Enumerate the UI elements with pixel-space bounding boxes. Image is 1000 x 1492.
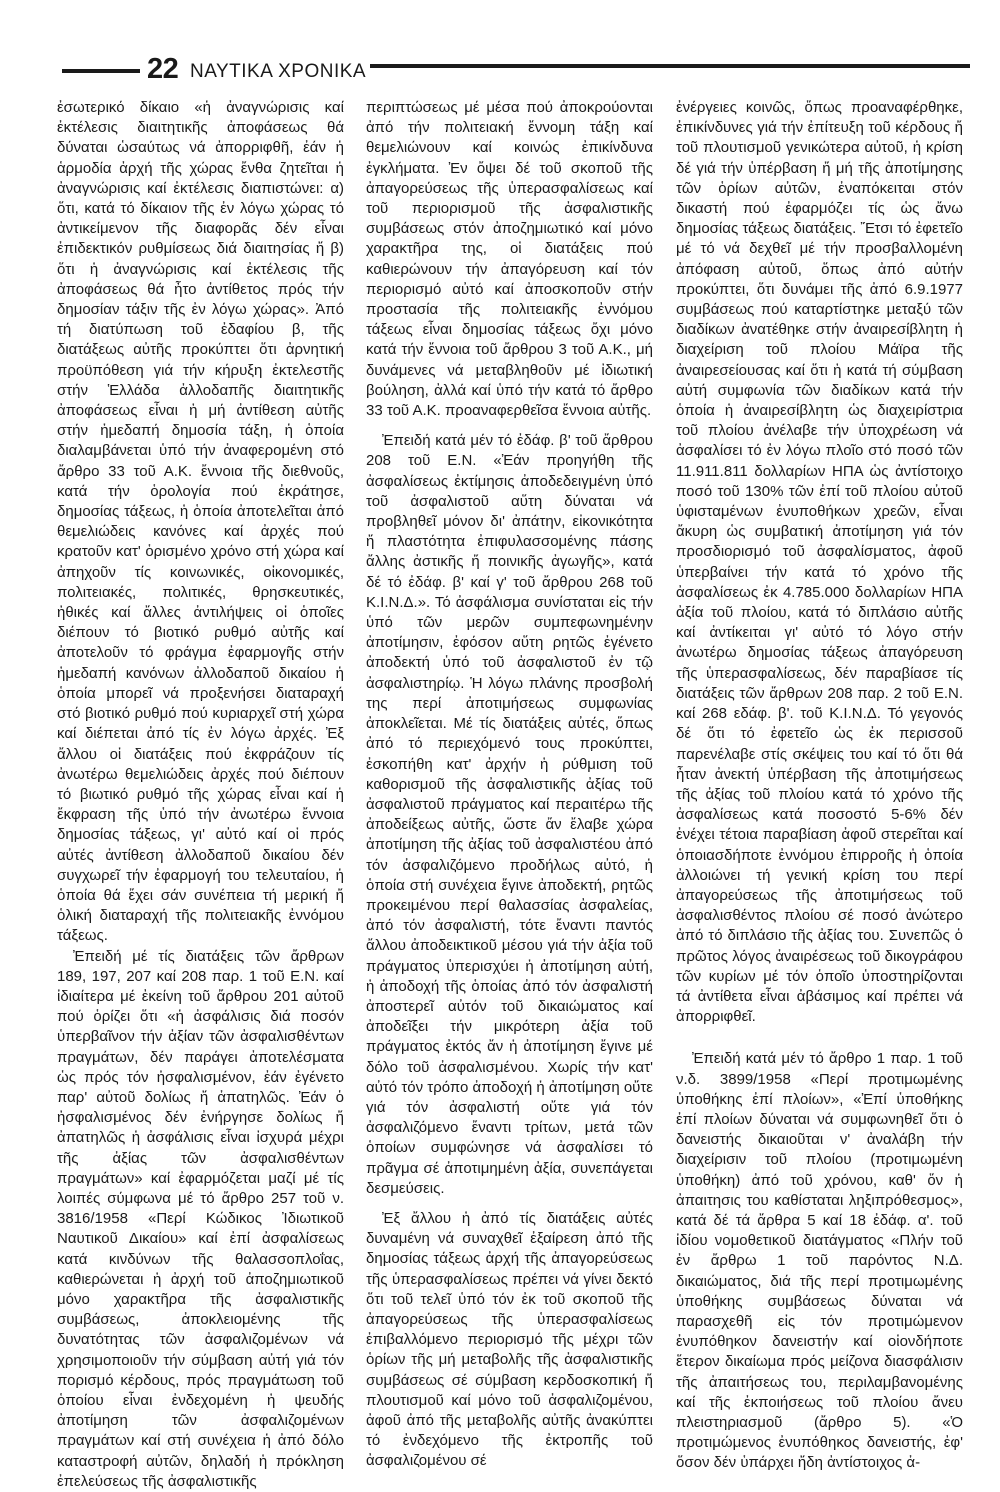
paragraph: Ἐπειδή κατά μέν τό ἐδάφ. β' τοῦ ἄρθρου 208 τοῦ Ε.Ν. «Ἐάν προηγήθη τῆς ἀσφαλίσεως ἐκτίμησις ἀποδεδειγμένη ὑπό τοῦ ἀσφαλιστοῦ αὕτη δύναται νά προβληθεῖ μόνον δι' ἀπάτην, εἰκονικότητα ἤ πλαστότητα ἐπιφυλασσομένης πάσης ἄλλης ἀστικῆς ἤ ποινικῆς ἀγωγῆς», κατά δέ τό ἐδάφ. β' καί γ' τοῦ ἄρθρου 268 τοῦ Κ.Ι.Ν.Δ.». Τό ἀσφάλισμα συνίσταται εἰς τήν ὑπό τῶν μερῶν συμπεφωνημένην ἀποτίμησιν, ἐφόσον αὕτη ρητῶς ἐγένετο ἀποδεκτή ὑπό τοῦ ἀσφαλιστοῦ ἐν τῷ ἀσφαλιστηρίῳ. Ἡ λόγω πλάνης προσβολή της περί ἀποτιμήσεως συμφωνίας ἀποκλεῖεται. Μέ τίς διατάξεις αὐτές, ὅπως ἀπό τό περιεχόμενό τους προκύπτει, ἐσκοπήθη κατ' ἀρχήν ἡ ρύθμιση τοῦ καθορισμοῦ τῆς ἀσφαλιστικῆς ἀξίας τοῦ ἀσφαλιστοῦ πράγματος καί περαιτέρω τῆς ἀποδείξεως αὐτῆς, ὥστε ἄν ἔλαβε χώρα ἀποτίμηση τῆς ἀξίας τοῦ ἀσφαλιστέου ἀπό τόν ἀσφαλιζόμενο προδήλως αὐτό, ἡ ὁποία στή συνέχεια ἔγινε ἀποδεκτή, ρητῶς προκειμένου περί θαλασσίας ἀσφαλείας, ἀπό τόν ἀσφαλιστή, τότε ἔναντι παντός ἄλλου ἀποδεικτικοῦ μέσου γιά τήν ἀξία τοῦ πράγματος ὑπερισχύει ἡ ἀποτίμηση αὐτή, ἡ ἀποδοχή τῆς ὁποίας ἀπό τόν ἀσφαλιστή ἀποστερεῖ αὐτόν τοῦ δικαιώματος καί ἀποδεῖξει τήν μικρότερη ἀξία τοῦ πράγματος ἐκτός ἄν ἡ ἀποτίμηση ἔγινε μέ δόλο τοῦ ἀσφαλισμένου. Χωρίς τήν κατ' αὐτό τόν τρόπο ἀποδοχή ἡ ἀποτίμηση οὔτε γιά τόν ἀσφαλιστή οὔτε γιά τόν ἀσφαλιζόμενο ἔναντι τρίτων, μετά τῶν ὁποίων συμφώνησε νά ἀσφαλίσει τό πρᾶγμα σέ ἀποτιμημένη ἀξία, συνεπάγεται δεσμεύσεις. <box>366 432 653 1197</box>
page-header <box>50 53 970 86</box>
text-column-3 <box>676 98 963 1474</box>
page-number: 22 <box>147 53 179 85</box>
header-rule-left <box>62 69 140 73</box>
magazine-title: ΝΑΥΤΙΚΑ ΧΡΟΝΙΚΑ <box>190 61 367 82</box>
text-column-2 <box>366 98 653 1472</box>
paragraph: Ἐξ ἄλλου ἡ ἀπό τίς διατάξεις αὐτές δυναμένη νά συναχθεῖ ἐξαίρεση ἀπό τῆς δημοσίας τάξεως ἀρχή τῆς ἀπαγορεύσεως τῆς ὑπερασφαλίσεως πρέπει νά γίνει δεκτό ὅτι τοῦ τελεῖ ὑπό τόν ἐκ τοῦ σκοποῦ τῆς ἀπαγορεύσεως τῆς ὑπερασφαλίσεως ἐπιβαλλόμενο περιορισμό τῆς μέχρι τῶν ὁρίων τῆς μή μεταβολῆς τῆς ἀσφαλιστικῆς συμβάσεως σέ σύμβαση κερδοσκοπική ἤ πλουτισμοῦ καί μόνο τοῦ ἀσφαλιζομένου, ἀφοῦ ἀπό τῆς μεταβολῆς αὐτῆς ἀνακύπτει τό ἐνδεχόμενο τῆς ἐκτροπῆς τοῦ ἀσφαλιζομένου σέ <box>366 1209 653 1470</box>
paragraph: Ἐπειδή κατά μέν τό ἄρθρο 1 παρ. 1 τοῦ ν.δ. 3899/1958 «Περί προτιμωμένης ὑποθήκης ἐπί πλοίων», «Ἐπί ὑποθήκης ἐπί πλοίων δύναται νά συμφωνηθεῖ ὅτι ὁ δανειστής δικαιοῦται ν' ἀναλάβη τήν διαχείρισιν τοῦ πλοίου (προτιμωμένη ὑποθήκη) ἀπό τοῦ χρόνου, καθ' ὅν ἡ ἀπαιτησις του καθίσταται ληξιπρόθεσμος», κατά δέ τά ἄρθρα 5 καί 18 ἐδάφ. α'. τοῦ ἰδίου νομοθετικοῦ διατάγματος «Πλήν τοῦ ἐν ἄρθρω 1 τοῦ παρόντος Ν.Δ. δικαιώματος, διά τῆς περί προτιμωμένης ὑποθήκης συμβάσεως δύναται νά παρασχεθῆ εἰς τόν προτιμώμενον ἐνυπόθηκον δανειστήν καί οἱονδήποτε ἕτερον δικαίωμα πρός μείζονα διασφάλισιν τῆς ἀπαιτήσεως του, περιλαμβανομένης καί τῆς ἐκποιήσεως τοῦ πλοίου ἄνευ πλειστηριασμοῦ (ἄρθρο 5). «Ὁ προτιμώμενος ἐνυπόθηκος δανειστής, ἐφ' ὅσον δέν ὑπάρχει ἤδη ἀντίστοιχος ἀ- <box>676 1050 963 1472</box>
paragraph: ἐνέργειες κοινῶς, ὅπως προαναφέρθηκε, ἐπικίνδυνες γιά τήν ἐπίτευξη τοῦ κέρδους ἤ τοῦ πλουτισμοῦ γενικώτερα αὐτοῦ, ἡ κρίση δέ γιά τήν ὑπέρβαση ἤ μή τῆς ἀποτίμησης τῶν ὁρίων αὐτῶν, ἐναπόκειται στόν δικαστή πού ἐφαρμόζει τίς ὡς ἄνω δημοσίας τάξεως διατάξεις. Ἔτσι τό ἐφετεῖο μέ τό νά δεχθεῖ μέ τήν προσβαλλομένη ἀπόφαση αὐτοῦ, ὅπως ἀπό αὐτήν προκύπτει, ὅτι δυνάμει τῆς ἀπό 6.9.1977 συμβάσεως πού καταρτίστηκε μεταξύ τῶν διαδίκων ἀνατέθηκε στήν ἀναιρεσίβλητη ἡ διαχείριση τοῦ πλοίου Μάϊρα τῆς ἀναιρεσείουσας καί ὅτι ἡ κατά τή σύμβαση αὐτή συμφωνία τῶν διαδίκων κατά τήν ὁποία ἡ ἀναιρεσίβλητη ὡς διαχειρίστρια τοῦ πλοίου ἀνέλαβε τήν ὑποχρέωση νά ἀσφαλίσει τό ἐν λόγω πλοῖο στό ποσό τῶν 11.911.811 δολλαρίων ΗΠΑ ὡς ἀντίστοιχο ποσό τοῦ 130% τῶν ἐπί τοῦ πλοίου αὐτοῦ ὑφισταμένων ἐνυποθήκων χρεῶν, εἶναι ἄκυρη ὡς συμβατική ἀποτίμηση γιά τόν προσδιορισμό τοῦ ἀσφαλίσματος, ἀφοῦ ὑπερβαίνει τήν κατά τό χρόνο τῆς ἀσφαλίσεως ἐκ 4.785.000 δολλαρίων ΗΠΑ ἀξία τοῦ πλοίου, κατά τό διπλάσιο αὐτῆς καί ἀντίκειται γι' αὐτό τό λόγο στήν ἀνωτέρω δημοσίας τάξεως ἀπαγόρευση τῆς ὑπερασφαλίσεως, δέν παραβίασε τίς διατάξεις τῶν ἄρθρων 208 παρ. 2 τοῦ Ε.Ν. καί 268 εδάφ. β'. τοῦ Κ.Ι.Ν.Δ. Τό γεγονός δέ ὅτι τό ἐφετεῖο ὡς ἐκ περισσοῦ παρενέλαβε στίς σκέψεις του καί τό ὅτι θά ἦταν ἀνεκτή ὑπέρβαση τῆς ἀποτιμήσεως τῆς ἀξίας τοῦ πλοίου κατά τό χρόνο τῆς ἀσφαλίσεως κατά ποσοστό 5-6% δέν ἐνέχει τέτοια παραβίαση ἀφοῦ στερεῖται καί ὁποιασδήποτε ἐννόμου ἐπιρροῆς ἡ ὁποία ἀλλοιώνει τή γενική κρίση του περί ἀπαγορεύσεως τῆς ἀποτιμήσεως τοῦ ἀσφαλισθέντος πλοίου σέ ποσό ἀνώτερο ἀπό τό διπλάσιο τῆς ἀξίας του. Συνεπῶς ὁ πρῶτος λόγος ἀναιρέσεως τοῦ δικογράφου τῶν κυρίων μέ τόν ὁποῖο ὑποστηρίζονται τά ἀντίθετα εἶναι ἀβάσιμος καί πρέπει νά ἀπορριφθεῖ. <box>676 99 963 1026</box>
text-column-1 <box>57 98 344 1492</box>
article-body <box>57 98 963 1490</box>
paragraph: Ἐπειδή μέ τίς διατάξεις τῶν ἄρθρων 189, 197, 207 καί 208 παρ. 1 τοῦ Ε.Ν. καί ἰδιαίτερα μέ ἐκείνη τοῦ ἄρθρου 201 αὐτοῦ πού ὁρίζει ὅτι «ἡ ἀσφάλισις διά ποσόν ὑπερβαῖνον τήν ἀξίαν τῶν ἀσφαλισθέντων πραγμάτων, δέν παράγει ἀποτελέσματα ὡς πρός τόν ἠσφαλισμένον, ἐάν ἐγένετο παρ' αὐτοῦ δολίως ἤ ἀπατηλῶς. Ἐάν ὁ ἠσφαλισμένος δέν ἐνήργησε δολίως ἤ ἀπατηλῶς ἡ ἀσφάλισις εἶναι ἰσχυρά μέχρι τῆς ἀξίας τῶν ἀσφαλισθέντων πραγμάτων» καί ἐφαρμόζεται μαζί μέ τίς λοιπές σύμφωνα μέ τό ἄρθρο 257 τοῦ ν. 3816/1958 «Περί Κώδικος Ἰδιωτικοῦ Ναυτικοῦ Δικαίου» καί ἐπί ἀσφαλίσεως κατά κινδύνων τῆς θαλασσοπλοΐας, καθιερώνεται ἡ ἀρχή τοῦ ἀποζημιωτικοῦ μόνο χαρακτῆρα τῆς ἀσφαλιστικῆς συμβάσεως, ἀποκλειομένης τῆς δυνατότητας τῶν ἀσφαλιζομένων νά χρησιμοποιοῦν τήν σύμβαση αὐτή γιά τόν πορισμό κέρδους, πρός πραγμάτωση τοῦ ὁποίου εἶναι ἐνδεχομένη ἡ ψευδής ἀποτίμηση τῶν ἀσφαλιζομένων πραγμάτων καί στή συνέχεια ἡ ἀπό δόλο καταστροφή αὐτῶν, δηλαδή ἡ πρόκληση ἐπελεύσεως τῆς ἀσφαλιστικῆς <box>57 947 344 1490</box>
paragraph: περιπτώσεως μέ μέσα πού ἀποκρούονται ἀπό τήν πολιτειακή ἔννομη τάξη καί θεμελιώνουν καί κοινώς ἐπικίνδυνα ἐγκλήματα. Ἐν ὄψει δέ τοῦ σκοποῦ τῆς ἀπαγορεύσεως τῆς ὑπερασφαλίσεως καί τοῦ περιορισμοῦ τῆς ἀσφαλιστικῆς συμβάσεως στόν ἀποζημιωτικό καί μόνο χαρακτῆρα της, οἱ διατάξεις πού καθιερώνουν τήν ἀπαγόρευση καί τόν περιορισμό αὐτό καί ἀποσκοποῦν στήν προστασία τῆς πολιτειακῆς ἐννόμου τάξεως εἶναι δημοσίας τάξεως ὄχι μόνο κατά τήν ἔννοια τοῦ ἄρθρου 3 τοῦ Α.Κ., μή δυνάμενες νά μεταβληθοῦν μέ ἰδιωτική βούληση, ἀλλά καί ὑπό τήν κατά τό ἄρθρο 33 τοῦ Α.Κ. προαναφερθεῖσα ἔννοια αὐτῆς. <box>366 99 653 420</box>
paragraph: ἐσωτερικό δίκαιο «ἡ ἀναγνώρισις καί ἐκτέλεσις διαιτητικῆς ἀποφάσεως θά δύναται ὡσαύτως νά ἀπορριφθῆ, ἐάν ἡ ἁρμοδία ἀρχή τῆς χώρας ἔνθα ζητεῖται ἡ ἀναγνώρισις καί ἐκτέλεσις διαπιστώνει: α) ὅτι, κατά τό δίκαιον τῆς ἐν λόγω χώρας τό ἀντικείμενον τῆς διαφορᾶς δέν εἶναι ἐπιδεκτικόν ρυθμίσεως διά διαιτησίας ἤ β) ὅτι ἡ ἀναγνώρισις καί ἐκτέλεσις τῆς ἀποφάσεως θά ἦτο ἀντίθετος πρός τήν δημοσίαν τάξιν τῆς ἐν λόγω χώρας». Ἀπό τή διατύπωση τοῦ ἐδαφίου β, τῆς διατάξεως αὐτῆς προκύπτει ὅτι ἀρνητική προϋπόθεση γιά τήν κήρυξη ἐκτελεστῆς στήν Ἑλλάδα ἀλλοδαπῆς διαιτητικῆς ἀποφάσεως εἶναι ἡ μή ἀντίθεση αὐτῆς στήν ἡμεδαπή δημοσία τάξη, ἡ ὁποία διαλαμβάνεται ὑπό τήν ἀναφερομένη στό ἄρθρο 33 τοῦ Α.Κ. ἔννοια τῆς διεθνοῦς, κατά τήν ὁρολογία πού ἐκράτησε, δημοσίας τάξεως, ἡ ὁποία ἀποτελεῖται ἀπό θεμελιώδεις κανόνες καί ἀρχές πού κρατοῦν κατ' ὁρισμένο χρόνο στή χώρα καί ἀπηχοῦν τίς κοινωνικές, οἰκονομικές, πολιτειακές, πολιτικές, θρησκευτικές, ἠθικές καί ἄλλες ἀντιλήψεις οἱ ὁποῖες διέπουν τό βιοτικό ρυθμό αὐτῆς καί ἀποτελοῦν τό φράγμα ἐφαρμογῆς στήν ἡμεδαπή κανόνων ἀλλοδαποῦ δικαίου ἡ ὁποία μπορεῖ νά προξενήσει διαταραχή στό βιοτικό ρυθμό πού κυριαρχεῖ στή χώρα καί διέπεται ἀπό τίς ἐν λόγω ἀρχές. Ἐξ ἄλλου οἱ διατάξεις πού ἐκφράζουν τίς ἀνωτέρω θεμελιώδεις ἀρχές πού διέπουν τό βιωτικό ρυθμό τῆς χώρας εἶναι καί ἡ ἔκφραση τῆς ὑπό τήν ἀνωτέρω ἔννοια δημοσίας τάξεως, γι' αὐτό καί οἱ πρός αὐτές ἀντίθεση ἀλλοδαποῦ δικαίου δέν συγχωρεῖ τήν ἐφαρμογή του τελευταίου, ἡ ὁποία θά ἔχει σάν συνέπεια τή μερική ἤ ὁλική διαταραχή τῆς πολιτειακῆς ἐννόμου τάξεως. <box>57 99 344 945</box>
header-rule-right <box>370 64 970 68</box>
